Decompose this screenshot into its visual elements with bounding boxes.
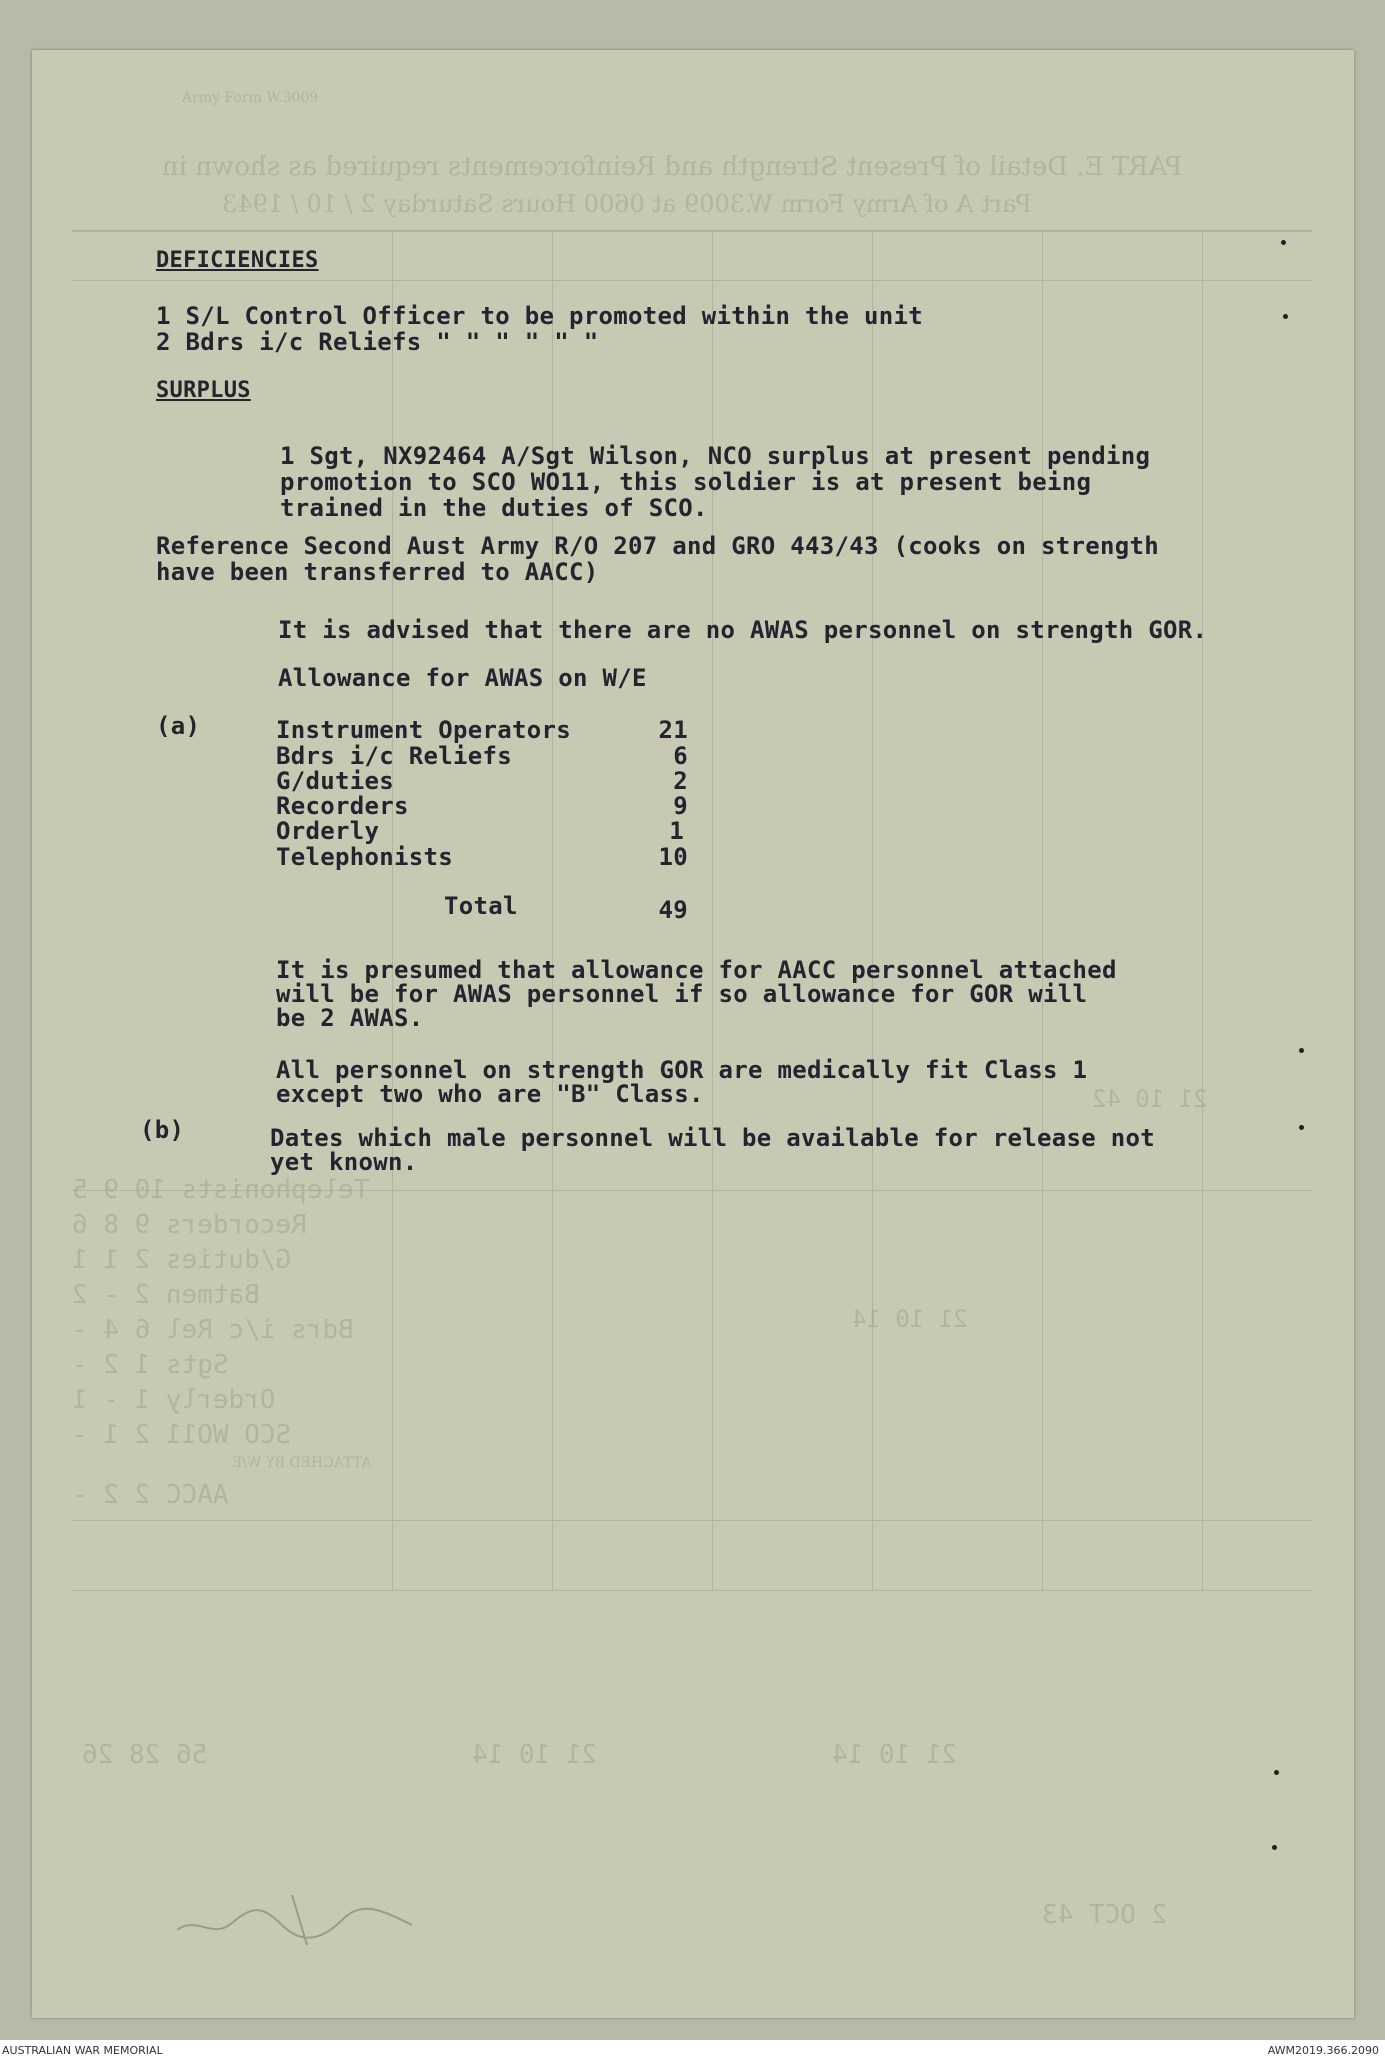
presumed-line-1: It is presumed that allowance for AACC personnel attached (276, 956, 1117, 984)
show-through-rule (72, 1590, 1312, 1591)
show-through-col (1042, 230, 1043, 1590)
show-through-row: AACC 2 2 - (72, 1480, 229, 1510)
surplus-line-1: 1 Sgt, NX92464 A/Sgt Wilson, NCO surplus at present pending (280, 442, 1151, 470)
show-through-col (392, 230, 393, 1590)
edge-mark (1281, 240, 1286, 245)
footer-accession: AWM2019.366.2090 (1267, 2044, 1379, 2057)
edge-mark (1272, 1845, 1277, 1850)
show-through-date: 21 10 14 (472, 1740, 598, 1770)
show-through-rule (72, 1520, 1312, 1521)
reference-line-1: Reference Second Aust Army R/O 207 and GRO 443/43 (cooks on strength (156, 532, 1159, 560)
surplus-line-2: promotion to SCO WO11, this soldier is at present being (280, 468, 1092, 496)
allowance-item-value: 2 (673, 767, 688, 795)
reference-line-2: have been transferred to AACC) (156, 558, 599, 586)
surplus-line-3: trained in the duties of SCO. (280, 494, 708, 522)
show-through-date: 21 10 42 (1092, 1085, 1208, 1113)
show-through-row: Sgts 1 2 - (72, 1350, 229, 1380)
allowance-total-value: 49 (658, 896, 688, 924)
show-through-row: Batmen 2 - 2 (72, 1280, 260, 1310)
edge-mark (1299, 1125, 1304, 1130)
allowance-item-label: G/duties (276, 767, 394, 795)
allowance-heading: Allowance for AWAS on W/E (278, 664, 647, 692)
show-through-row: Orderly 1 - 1 (72, 1385, 276, 1415)
section-b-line-1: Dates which male personnel will be available for release not (270, 1124, 1155, 1152)
allowance-item-value: 9 (673, 792, 688, 820)
edge-mark (1274, 1770, 1279, 1775)
surplus-heading: SURPLUS (156, 378, 251, 403)
allowance-item-label: Telephonists (276, 843, 453, 871)
footer-strip (0, 2040, 1385, 2061)
deficiencies-heading: DEFICIENCIES (156, 248, 319, 273)
allowance-item-value: 6 (673, 742, 688, 770)
presumed-line-2: will be for AWAS personnel if so allowance for GOR will (276, 980, 1088, 1008)
show-through-col (552, 230, 553, 1590)
show-through-rule (72, 230, 1312, 232)
section-b-marker: (b) (140, 1116, 185, 1144)
allowance-item-value: 21 (658, 716, 688, 744)
show-through-col (872, 230, 873, 1590)
edge-mark (1283, 314, 1288, 319)
medical-line-2: except two who are "B" Class. (276, 1080, 704, 1108)
show-through-title-2: Part A of Army Form W.3009 at 0600 Hours Saturday 2 / 10 / 1943 (222, 190, 1032, 218)
signature-mark (172, 1885, 432, 1955)
show-through-rule (72, 280, 1312, 281)
footer-credit: AUSTRALIAN WAR MEMORIAL (2, 2044, 163, 2057)
edge-mark (1299, 1048, 1304, 1053)
show-through-form-ref: Army Form W.3009 (182, 90, 319, 106)
section-b-line-2: yet known. (270, 1148, 418, 1176)
deficiency-line-1: 1 S/L Control Officer to be promoted within the unit (156, 302, 923, 330)
show-through-row: Bdrs i/c Rel 6 4 - (72, 1315, 354, 1345)
allowance-item-label: Instrument Operators (276, 716, 571, 744)
allowance-item-label: Bdrs i/c Reliefs (276, 742, 512, 770)
awas-advice: It is advised that there are no AWAS personnel on strength GOR. (278, 616, 1208, 644)
show-through-date-stamp: 2 OCT 43 (1042, 1900, 1168, 1930)
show-through-date: 56 28 26 (82, 1740, 208, 1770)
allowance-item-label: Recorders (276, 792, 409, 820)
deficiency-line-2: 2 Bdrs i/c Reliefs " " " " " " (156, 328, 599, 356)
show-through-title-1: PART E. Detail of Present Strength and Reinforcements required as shown in (162, 152, 1183, 182)
allowance-item-label: Orderly (276, 817, 380, 845)
show-through-col (712, 230, 713, 1590)
show-through-attached: ATTACHED BY W/E (232, 1455, 372, 1471)
show-through-date: 21 10 14 (852, 1305, 968, 1333)
section-a-marker: (a) (156, 712, 201, 740)
show-through-row: G/duties 2 1 1 (72, 1245, 292, 1275)
document-page (32, 50, 1354, 2018)
presumed-line-3: be 2 AWAS. (276, 1004, 424, 1032)
show-through-row: Telephonists 10 9 5 (72, 1175, 370, 1205)
show-through-col (1202, 230, 1203, 1590)
allowance-total-label: Total (444, 892, 518, 920)
show-through-row: Recorders 9 8 6 (72, 1210, 307, 1240)
show-through-row: SCO WO11 2 1 - (72, 1420, 292, 1450)
show-through-date: 21 10 14 (832, 1740, 958, 1770)
allowance-item-value: 10 (658, 843, 688, 871)
allowance-item-value: 1 (669, 817, 684, 845)
medical-line-1: All personnel on strength GOR are medically fit Class 1 (276, 1056, 1088, 1084)
